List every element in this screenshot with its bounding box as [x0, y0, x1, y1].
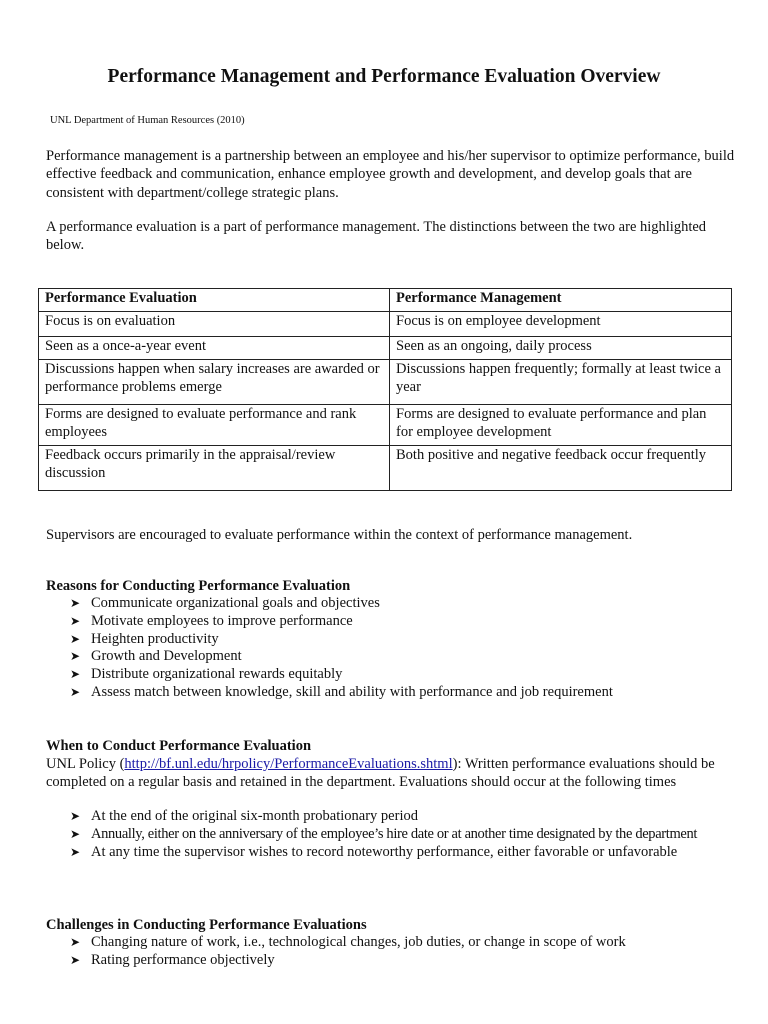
intro-paragraph: Performance management is a partnership between an employee and his/her supervisor to optimize performance, build effective feedback and communication, enhance employee growth and development, and develop goals that are consistent with department/college strategic plans. [46, 148, 735, 201]
table-cell: Forms are designed to evaluate performance and rank employees [39, 405, 390, 446]
challenges-list [70, 934, 730, 970]
table-header-cell: Performance Management [390, 289, 732, 312]
table-cell: Forms are designed to evaluate performance and plan for employee development [390, 405, 732, 446]
arrowhead-bullet-icon: ➤ [70, 613, 81, 628]
table-cell: Focus is on employee development [390, 312, 732, 337]
list-item-text: Growth and Development [91, 648, 242, 665]
list-item [70, 648, 730, 666]
arrowhead-bullet-icon: ➤ [70, 649, 81, 664]
arrowhead-bullet-icon: ➤ [70, 952, 81, 967]
list-item [70, 613, 730, 631]
list-item-text: Communicate organizational goals and objectives [91, 595, 380, 611]
table-cell: Seen as a once-a-year event [39, 337, 390, 360]
list-item-text: Heighten productivity [91, 630, 219, 647]
table-row [39, 360, 732, 405]
table-row [39, 446, 732, 491]
distinction-paragraph: A performance evaluation is a part of performance management. The distinctions between the two are highlighted below. [46, 219, 707, 254]
list-item-text: Changing nature of work, i.e., technological changes, job duties, or change in scope of work [91, 934, 626, 950]
list-item [70, 666, 730, 684]
list-item-text: Motivate employees to improve performance [91, 612, 353, 629]
page-title: Performance Management and Performance Evaluation Overview [107, 66, 661, 87]
table-cell: Feedback occurs primarily in the appraisal/review discussion [39, 446, 390, 491]
source-citation: UNL Department of Human Resources (2010) [50, 115, 245, 126]
list-item-text: Distribute organizational rewards equitably [91, 666, 343, 683]
table-row [39, 312, 732, 337]
table-cell: Discussions happen frequently; formally at least twice a year [390, 360, 732, 405]
policy-paragraph [46, 755, 736, 792]
list-item [70, 952, 730, 970]
arrowhead-bullet-icon: ➤ [70, 667, 81, 682]
table-cell: Seen as an ongoing, daily process [390, 337, 732, 360]
list-item-text: At the end of the original six-month probationary period [91, 808, 418, 824]
list-item [70, 595, 730, 613]
policy-suffix: ): Written performance evaluations should be completed on a regular basis and retained in the department. Evaluations should occur at the following times [46, 756, 715, 791]
when-heading: When to Conduct Performance Evaluation [46, 738, 312, 754]
arrowhead-bullet-icon: ➤ [70, 631, 81, 646]
list-item [70, 934, 730, 952]
arrowhead-bullet-icon: ➤ [70, 809, 81, 823]
challenges-heading: Challenges in Conducting Performance Evaluations [46, 917, 367, 933]
list-item-text: Annually, either on the anniversary of the employee’s hire date or at another time designated by the department [91, 825, 698, 842]
table-cell: Both positive and negative feedback occur frequently [390, 446, 732, 491]
list-item-text: Assess match between knowledge, skill and ability with performance and job requirement [91, 683, 613, 700]
reasons-heading: Reasons for Conducting Performance Evaluation [46, 578, 351, 594]
arrowhead-bullet-icon: ➤ [70, 826, 80, 841]
context-paragraph: Supervisors are encouraged to evaluate performance within the context of performance management. [46, 527, 633, 543]
list-item [70, 684, 730, 702]
policy-link[interactable]: http://bf.unl.edu/hrpolicy/PerformanceEvaluations.shtml [124, 756, 453, 772]
list-item [70, 631, 730, 649]
arrowhead-bullet-icon: ➤ [70, 596, 81, 610]
reasons-list [70, 595, 730, 702]
table-header-cell: Performance Evaluation [39, 289, 390, 312]
list-item-text: Rating performance objectively [91, 951, 275, 968]
table-row [39, 337, 732, 360]
list-item-text: At any time the supervisor wishes to record noteworthy performance, either favorable or unfavorable [91, 843, 678, 860]
list-item [70, 826, 730, 844]
arrowhead-bullet-icon: ➤ [70, 935, 81, 949]
table-cell: Discussions happen when salary increases are awarded or performance problems emerge [39, 360, 390, 405]
when-list [70, 808, 730, 861]
table-cell: Focus is on evaluation [39, 312, 390, 337]
table-header-row [39, 289, 732, 312]
comparison-table [38, 288, 732, 491]
list-item [70, 808, 730, 826]
arrowhead-bullet-icon: ➤ [70, 684, 81, 699]
arrowhead-bullet-icon: ➤ [70, 844, 81, 859]
policy-prefix: UNL Policy ( [46, 756, 125, 772]
list-item [70, 844, 730, 862]
table-row [39, 405, 732, 446]
